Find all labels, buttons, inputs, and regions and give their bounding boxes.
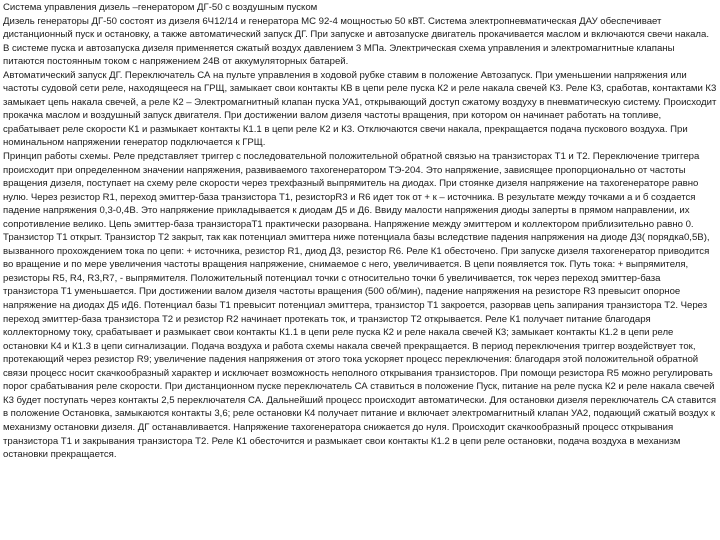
paragraph-circuit-operation: Принцип работы схемы. Реле представляет триггер с последовательной положительной обратной связью на транзисторах Т1 и Т2. Переключение триггера происходит при определенном значении напряжения, развиваемого тахогенератором ТЭ-204. Это напряжение, зависящее пропорционально от частоты вращения дизеля, поступает на схему реле скорости через трехфазный выпрямитель на диодах. При стоянке дизеля напряжение на тахогенераторе равно нулю. Через резистор R1, переход эмиттер-база транзистора Т1, резисторR3 и R6 идет ток от + к – источника. В результате между точками а и б создается падение напряжения 0,3-0,4В. Это напряжение прикладывается к диодам Д5 и Д6. Ввиду малости напряжения диоды заперты в прямом направлении, их сопротивление велико. Цепь эмиттер-база транзистораТ1 практически разорвана. Напряжение между эмиттером и коллектором приблизительно равно 0. Транзистор Т1 открыт. Транзистор Т2 закрыт, так как потенциал эмиттера ниже потенциала базы вследствие падения напряжения на диоде Д3( порядка0,5В), вызванного прохождением тока по цепи: + источника, резистор R1, диод Д3, резистор R6. Реле К1 обесточено. При запуске дизеля тахогенератор приводится во вращение и по мере увеличения частоты вращения напряжение, снимаемое с него, увеличивается. В цепи появляется ток. Путь тока: + выпрямителя, резисторы R5, R4, R3,R7, - выпрямителя. Положительный потенциал точки с относительно точки б увеличивается, ток через переход эмиттер-база транзистора Т1 уменьшается. При достижении валом дизеля частоты вращения (500 об/мин), падение напряжения на резисторе R3 превысит опорное напряжение на диодах Д5 иД6. Потенциал базы Т1 превысит потенциал эмиттера, транзистор Т1 закроется, разорвав цепь запирания транзистора Т2. Через переход эмиттер-база транзистора Т2 и резистор R2 начинает протекать ток, и транзистор Т2 открывается. Реле К1 получает питание благодаря коллекторному току, срабатывает и размыкает свои контакты К1.1 в цепи реле пуска К2 и реле накала свечей К3; замыкает контакты К1.2 в цепи реле остановки К4 и К1.3 в цепи сигнализации. Подача воздуха и работа схемы накала свечей прекращается. В период переключения триггер воздействует ток, протекающий через резистор R9; увеличение падения напряжения от этого тока ускоряет процесс переключения: благодаря этой положительной обратной связи процесс носит скачкообразный характер и исключает возможность неполного открывания транзисторов. При помощи резистора R5 можно регулировать порог срабатывания реле скорости. При дистанционном пуске переключатель СА ставиться в положение Пуск, питание на реле пуска К2 и реле накала свечей К3 будет поступать через контакты 2,5 переключателя СА. Дальнейший процесс происходит автоматически. Для остановки дизеля переключатель СА ставится в положение Остановка, замыкаются контакты 3,6; реле остановки К4 получает питание и включает электромагнитный клапан УА2, подающий сжатый воздух к механизму остановки дизеля. ДГ останавливается. Напряжение тахогенератора снижается до нуля. Происходит скачкообразный процесс открывания транзистора Т1 и закрывания транзистора Т2. Реле К1 обесточится и размыкает свои контакты К1.2 в цепи реле остановки, подача воздуха в механизм остановки прекращается. <box>3 151 717 461</box>
paragraph-general-description: Дизель генераторы ДГ-50 состоят из дизеля 6Ч12/14 и генератора МС 92-4 мощностью 50 кВТ. Система электропневматическая ДАУ обеспечивает дистанционный пуск и остановку, а также автоматический запуск ДГ. При запуске и автозапуске двигатель прокачивается маслом и включаются свечи накала. В системе пуска и автозапуска дизеля применяется сжатый воздух давлением 3 МПа. Электрическая схема управления и электромагнитные клапаны питаются постоянным током с напряжением 24В от аккумуляторных батарей. <box>3 15 710 68</box>
paragraph-automatic-start: Автоматический запуск ДГ. Переключатель СА на пульте управления в ходовой рубке ставим в положение Автозапуск. При уменьшении напряжения или частоты судовой сети реле, находящееся на ГРЩ, замыкает свои контакты КВ в цепи реле пуска К2 и реле накала свечей К3. Реле К3, сработав, контактами К3 замыкает цепь накала свечей, а реле К2 – Электромагнитный клапан пуска УА1, открывающий доступ сжатому воздуху в пневматическую систему. Происходит прокачка маслом и воздушный запуск двигателя. При достижении валом дизеля частоты вращения, при котором он начинает работать на топливе, срабатывает реле скорости К1 и размыкает контакты К1.1 в цепи реле К2 и К3. Отключаются свечи накала, прекращается подача пускового воздуха. При номинальном напряжении генератор подключается к ГРЩ. <box>3 69 717 149</box>
document-title: Система управления дизель –генератором ДГ-50 с воздушным пуском <box>3 2 318 13</box>
